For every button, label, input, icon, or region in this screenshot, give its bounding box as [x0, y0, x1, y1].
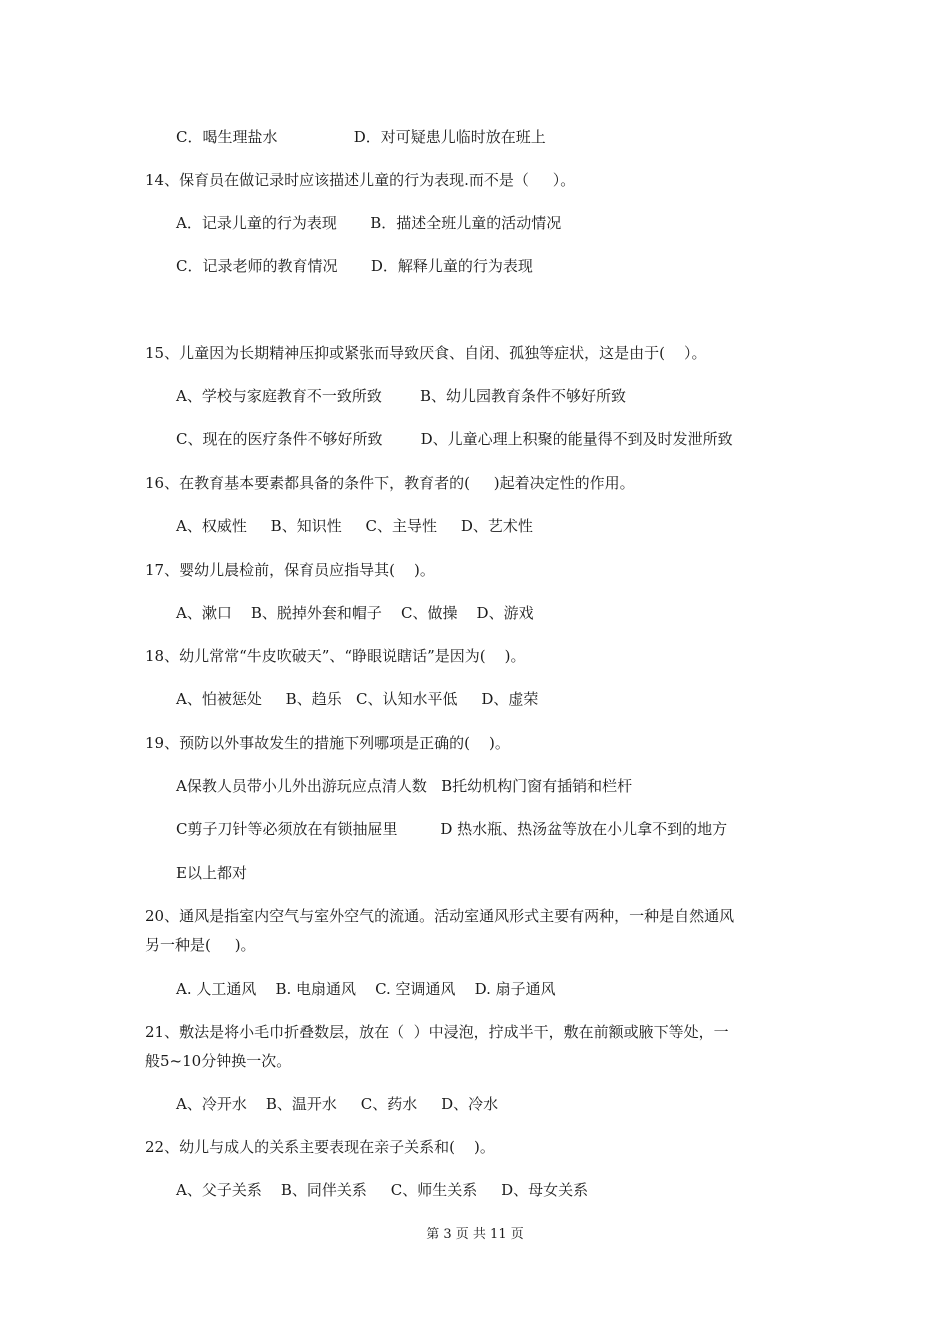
question-text: 20、通风是指室内空气与室外空气的流通。活动室通风形式主要有两种，一种是自然通风	[145, 907, 735, 925]
option-line: A、学校与家庭教育不一致所致 B、幼儿园教育条件不够好所致	[176, 387, 627, 405]
option-line: A、父子关系 B、同伴关系 C、师生关系 D、母女关系	[176, 1181, 589, 1199]
option-line: C．喝生理盐水 D．对可疑患儿临时放在班上	[176, 128, 546, 146]
option-line: A、冷开水 B、温开水 C、药水 D、冷水	[176, 1095, 499, 1113]
option-line: A保教人员带小儿外出游玩应点清人数 B托幼机构门窗有插销和栏杆	[176, 777, 633, 795]
option-line: C剪子刀针等必须放在有锁抽屉里 D 热水瓶、热汤盆等放在小儿拿不到的地方	[176, 820, 728, 838]
question-text: 另一种是( )。	[145, 936, 256, 954]
question-text: 19、预防以外事故发生的措施下列哪项是正确的( )。	[145, 734, 510, 752]
option-line: C、现在的医疗条件不够好所致 D、儿童心理上积聚的能量得不到及时发泄所致	[176, 430, 733, 448]
question-text: 22、幼儿与成人的关系主要表现在亲子关系和( )。	[145, 1138, 495, 1156]
question-text: 般5~10分钟换一次。	[145, 1052, 292, 1070]
question-text: 15、儿童因为长期精神压抑或紧张而导致厌食、自闭、孤独等症状，这是由于( ）。	[145, 344, 707, 362]
option-line: A. 人工通风 B. 电扇通风 C. 空调通风 D. 扇子通风	[176, 980, 556, 998]
page-footer: 第 3 页 共 11 页	[426, 1227, 524, 1242]
question-text: 18、幼儿常常“牛皮吹破天”、“睁眼说瞎话”是因为( )。	[145, 647, 526, 665]
option-line: A．记录儿童的行为表现 B．描述全班儿童的活动情况	[176, 214, 562, 232]
question-text: 21、敷法是将小毛巾折叠数层，放在（ ）中浸泡，拧成半干，敷在前额或腋下等处，一	[145, 1023, 729, 1041]
option-line: A、权威性 B、知识性 C、主导性 D、艺术性	[176, 517, 533, 535]
option-line: A、漱口 B、脱掉外套和帽子 C、做操 D、游戏	[176, 604, 534, 622]
question-text: 14、保育员在做记录时应该描述儿童的行为表现.而不是（ ）。	[145, 171, 576, 189]
question-text: 17、婴幼儿晨检前，保育员应指导其( )。	[145, 561, 435, 579]
option-line: C．记录老师的教育情况 D．解释儿童的行为表现	[176, 257, 533, 275]
option-line: A、怕被惩处 B、趋乐 C、认知水平低 D、虚荣	[176, 690, 539, 708]
option-line: E以上都对	[176, 864, 247, 882]
question-text: 16、在教育基本要素都具备的条件下，教育者的( )起着决定性的作用。	[145, 474, 635, 492]
